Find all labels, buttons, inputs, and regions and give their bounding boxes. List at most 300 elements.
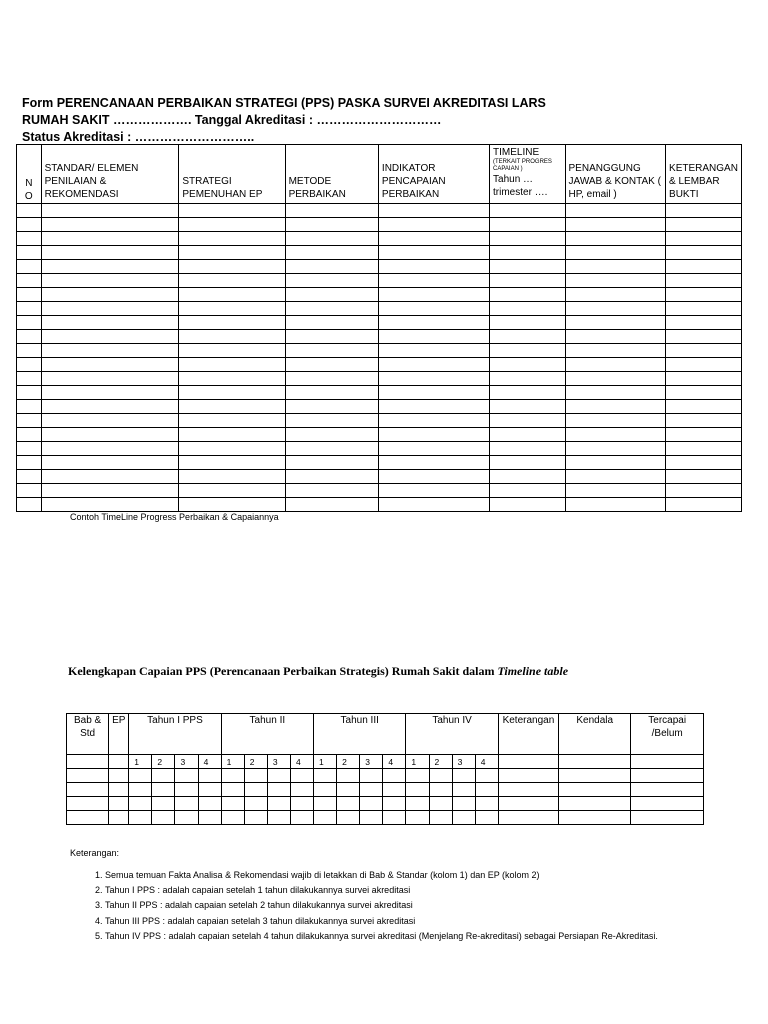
table-cell[interactable]: [429, 783, 452, 797]
table-cell[interactable]: [490, 288, 566, 302]
table-cell[interactable]: [565, 470, 666, 484]
table-cell[interactable]: [285, 288, 378, 302]
table-cell[interactable]: [565, 246, 666, 260]
table-cell[interactable]: [490, 218, 566, 232]
table-cell[interactable]: [452, 811, 475, 825]
table-cell[interactable]: [41, 246, 179, 260]
table-cell[interactable]: [41, 386, 179, 400]
col-tahun4-header: Tahun IV: [406, 714, 498, 755]
table-cell[interactable]: [666, 498, 742, 512]
table-cell[interactable]: [314, 811, 337, 825]
table-cell[interactable]: [221, 811, 244, 825]
quarter-label: 1: [314, 755, 337, 769]
table-cell[interactable]: [41, 316, 179, 330]
table-cell[interactable]: [666, 372, 742, 386]
table-cell[interactable]: [179, 288, 285, 302]
table-cell[interactable]: [285, 386, 378, 400]
table-row: [67, 783, 704, 797]
table-cell[interactable]: [290, 769, 313, 783]
table-cell[interactable]: [498, 769, 558, 783]
table-cell[interactable]: [490, 344, 566, 358]
table-cell[interactable]: [67, 769, 109, 783]
table-cell[interactable]: [666, 344, 742, 358]
table-cell[interactable]: [41, 358, 179, 372]
table-cell[interactable]: [179, 400, 285, 414]
quarter-label: 3: [175, 755, 198, 769]
table-cell[interactable]: [17, 246, 42, 260]
table-cell[interactable]: [406, 769, 429, 783]
table-cell[interactable]: [179, 204, 285, 218]
table-cell[interactable]: [152, 783, 175, 797]
table-cell[interactable]: [666, 274, 742, 288]
table-cell[interactable]: [179, 260, 285, 274]
table-cell[interactable]: [109, 783, 129, 797]
table-cell[interactable]: [244, 797, 267, 811]
table-cell[interactable]: [267, 797, 290, 811]
table-cell[interactable]: [285, 344, 378, 358]
table-cell[interactable]: [666, 288, 742, 302]
table-cell[interactable]: [41, 330, 179, 344]
table-cell[interactable]: [565, 372, 666, 386]
table-cell[interactable]: [285, 456, 378, 470]
table-cell[interactable]: [383, 797, 406, 811]
table-cell[interactable]: [267, 811, 290, 825]
table-row: [17, 246, 742, 260]
table-cell[interactable]: [152, 797, 175, 811]
table-cell[interactable]: [285, 372, 378, 386]
table-cell[interactable]: [565, 330, 666, 344]
table-cell[interactable]: [565, 274, 666, 288]
table-cell[interactable]: [17, 456, 42, 470]
table-cell[interactable]: [378, 232, 489, 246]
table-cell[interactable]: [490, 232, 566, 246]
table-cell[interactable]: [565, 288, 666, 302]
table-cell[interactable]: [565, 498, 666, 512]
col-metode-header: METODE PERBAIKAN: [285, 145, 378, 204]
table-cell[interactable]: [378, 246, 489, 260]
table-cell[interactable]: [129, 783, 152, 797]
table-cell[interactable]: [565, 484, 666, 498]
table-cell[interactable]: [666, 484, 742, 498]
table-cell[interactable]: [565, 260, 666, 274]
table-cell[interactable]: [285, 498, 378, 512]
table-cell[interactable]: [565, 344, 666, 358]
table-cell[interactable]: [565, 302, 666, 316]
table-cell[interactable]: [175, 797, 198, 811]
table-cell[interactable]: [129, 797, 152, 811]
table-cell[interactable]: [452, 797, 475, 811]
table-cell[interactable]: [378, 386, 489, 400]
table-row: [17, 470, 742, 484]
table-cell[interactable]: [406, 811, 429, 825]
quarter-label: 4: [475, 755, 498, 769]
table-cell[interactable]: [666, 246, 742, 260]
table-cell[interactable]: [565, 316, 666, 330]
table-cell[interactable]: [290, 811, 313, 825]
table-cell[interactable]: [17, 232, 42, 246]
table-cell[interactable]: [109, 797, 129, 811]
table-cell[interactable]: [666, 400, 742, 414]
notes-list: [70, 868, 658, 944]
table-cell[interactable]: [179, 358, 285, 372]
table-cell[interactable]: [490, 260, 566, 274]
timeline-caption: Contoh TimeLine Progress Perbaikan & Capaiannya: [70, 512, 279, 522]
table-cell[interactable]: [666, 330, 742, 344]
table-cell[interactable]: [285, 232, 378, 246]
table-cell[interactable]: [490, 330, 566, 344]
table-cell[interactable]: [285, 302, 378, 316]
table-row: [17, 330, 742, 344]
table-cell[interactable]: [383, 811, 406, 825]
table-cell[interactable]: [490, 204, 566, 218]
table-cell[interactable]: [285, 358, 378, 372]
table-cell[interactable]: [179, 218, 285, 232]
table-cell[interactable]: [17, 288, 42, 302]
table-cell[interactable]: [490, 302, 566, 316]
table-cell[interactable]: [285, 400, 378, 414]
table-cell[interactable]: [666, 358, 742, 372]
table-cell[interactable]: [17, 302, 42, 316]
table-cell: [109, 755, 129, 769]
table-cell[interactable]: [41, 232, 179, 246]
table-cell[interactable]: [285, 414, 378, 428]
table-row: [17, 386, 742, 400]
table-cell[interactable]: [152, 811, 175, 825]
table-cell[interactable]: [221, 797, 244, 811]
table-cell[interactable]: [179, 246, 285, 260]
table-cell[interactable]: [631, 783, 704, 797]
table-cell[interactable]: [378, 344, 489, 358]
table-row: [67, 769, 704, 783]
table-cell[interactable]: [314, 797, 337, 811]
table-cell[interactable]: [378, 484, 489, 498]
table-cell[interactable]: [17, 386, 42, 400]
table-cell[interactable]: [565, 386, 666, 400]
table-cell[interactable]: [41, 400, 179, 414]
table-cell[interactable]: [285, 260, 378, 274]
table-cell[interactable]: [17, 316, 42, 330]
table-cell[interactable]: [565, 428, 666, 442]
table-cell[interactable]: [244, 769, 267, 783]
table-cell[interactable]: [41, 218, 179, 232]
table-row: [17, 288, 742, 302]
table-cell[interactable]: [17, 372, 42, 386]
table-cell[interactable]: [179, 442, 285, 456]
table-cell[interactable]: [565, 204, 666, 218]
table-cell[interactable]: [406, 783, 429, 797]
table-cell[interactable]: [41, 470, 179, 484]
table-cell[interactable]: [406, 797, 429, 811]
table-cell[interactable]: [490, 246, 566, 260]
col-tercapai-header: Tercapai /Belum: [631, 714, 704, 755]
table-cell[interactable]: [285, 428, 378, 442]
table-cell[interactable]: [498, 797, 558, 811]
table-cell[interactable]: [179, 316, 285, 330]
table-cell[interactable]: [17, 358, 42, 372]
table-cell[interactable]: [378, 400, 489, 414]
table-cell[interactable]: [175, 811, 198, 825]
table-cell[interactable]: [285, 204, 378, 218]
table-cell[interactable]: [490, 316, 566, 330]
table-cell[interactable]: [17, 330, 42, 344]
note-item: 5. Tahun IV PPS : adalah capaian setelah 4 tahun dilakukannya survei akreditasi (Menjelang Re-akreditasi) sebagai Persiapan Re-Akreditasi.: [105, 929, 658, 944]
table-cell[interactable]: [41, 204, 179, 218]
table-cell[interactable]: [490, 470, 566, 484]
table-cell[interactable]: [179, 274, 285, 288]
table-cell[interactable]: [378, 260, 489, 274]
table-cell[interactable]: [490, 428, 566, 442]
col-penanggung-header: PENANGGUNG JAWAB & KONTAK ( HP, email ): [565, 145, 666, 204]
table-cell[interactable]: [378, 218, 489, 232]
table-cell[interactable]: [666, 442, 742, 456]
table-cell[interactable]: [666, 428, 742, 442]
table-cell[interactable]: [565, 232, 666, 246]
table-cell[interactable]: [67, 797, 109, 811]
table-cell[interactable]: [666, 218, 742, 232]
table-cell[interactable]: [17, 470, 42, 484]
table-cell[interactable]: [666, 414, 742, 428]
table-cell[interactable]: [198, 769, 221, 783]
table-cell[interactable]: [179, 232, 285, 246]
col-keterangan-header: KETERANGAN & LEMBAR BUKTI: [666, 145, 742, 204]
table-cell[interactable]: [179, 484, 285, 498]
table-cell[interactable]: [378, 456, 489, 470]
table-cell[interactable]: [452, 783, 475, 797]
table-cell[interactable]: [109, 811, 129, 825]
table-cell[interactable]: [666, 470, 742, 484]
table-cell[interactable]: [565, 456, 666, 470]
table-cell[interactable]: [41, 344, 179, 358]
table-cell[interactable]: [475, 797, 498, 811]
table-cell[interactable]: [360, 797, 383, 811]
table-cell[interactable]: [67, 783, 109, 797]
table-cell[interactable]: [490, 498, 566, 512]
table-cell[interactable]: [41, 274, 179, 288]
table-cell[interactable]: [490, 274, 566, 288]
table-cell[interactable]: [267, 769, 290, 783]
table-cell[interactable]: [490, 484, 566, 498]
table-row: [17, 442, 742, 456]
table-cell[interactable]: [383, 783, 406, 797]
table-cell[interactable]: [666, 316, 742, 330]
quarter-label: 3: [452, 755, 475, 769]
table-cell[interactable]: [179, 372, 285, 386]
table-cell[interactable]: [559, 783, 631, 797]
table-cell[interactable]: [631, 797, 704, 811]
table-cell[interactable]: [498, 811, 558, 825]
table-cell[interactable]: [498, 783, 558, 797]
table-cell[interactable]: [383, 769, 406, 783]
table-row: [67, 811, 704, 825]
table-cell[interactable]: [129, 811, 152, 825]
table-cell[interactable]: [559, 769, 631, 783]
col-timeline-header: TIMELINE (TERKAIT PROGRES CAPAIAN ) Tahun … trimester ….: [490, 145, 566, 204]
table-cell[interactable]: [221, 783, 244, 797]
table-row: [17, 400, 742, 414]
table-cell: [631, 755, 704, 769]
table-cell[interactable]: [337, 783, 360, 797]
table-cell[interactable]: [285, 246, 378, 260]
table-cell[interactable]: [378, 358, 489, 372]
table-cell[interactable]: [360, 783, 383, 797]
table-cell[interactable]: [41, 288, 179, 302]
table-cell[interactable]: [41, 414, 179, 428]
table-cell[interactable]: [378, 330, 489, 344]
table-cell[interactable]: [179, 498, 285, 512]
table-cell[interactable]: [666, 260, 742, 274]
table-cell[interactable]: [559, 811, 631, 825]
table-cell[interactable]: [378, 498, 489, 512]
table-cell[interactable]: [41, 372, 179, 386]
table-cell[interactable]: [17, 442, 42, 456]
table-cell[interactable]: [17, 414, 42, 428]
col-keterangan2-header: Keterangan: [498, 714, 558, 755]
table-cell[interactable]: [285, 316, 378, 330]
table-cell[interactable]: [337, 797, 360, 811]
table-cell[interactable]: [337, 811, 360, 825]
table-cell[interactable]: [179, 386, 285, 400]
table-cell[interactable]: [17, 204, 42, 218]
table-cell[interactable]: [290, 783, 313, 797]
table-cell[interactable]: [666, 386, 742, 400]
table-cell[interactable]: [360, 769, 383, 783]
table-cell[interactable]: [378, 288, 489, 302]
table-cell[interactable]: [179, 456, 285, 470]
table-cell[interactable]: [378, 470, 489, 484]
table-cell[interactable]: [17, 498, 42, 512]
table-cell[interactable]: [285, 484, 378, 498]
table-cell[interactable]: [244, 783, 267, 797]
table-cell[interactable]: [285, 330, 378, 344]
quarter-row: [67, 755, 704, 769]
table-cell[interactable]: [175, 769, 198, 783]
table-cell[interactable]: [290, 797, 313, 811]
table-cell[interactable]: [314, 783, 337, 797]
table-cell[interactable]: [490, 400, 566, 414]
table-cell[interactable]: [267, 783, 290, 797]
table-cell[interactable]: [179, 470, 285, 484]
table-cell[interactable]: [41, 302, 179, 316]
table-cell: [498, 755, 558, 769]
table-cell[interactable]: [17, 428, 42, 442]
table-cell[interactable]: [41, 498, 179, 512]
table-cell[interactable]: [490, 414, 566, 428]
table-cell[interactable]: [285, 470, 378, 484]
table-cell[interactable]: [360, 811, 383, 825]
table-cell[interactable]: [41, 442, 179, 456]
table-cell[interactable]: [198, 811, 221, 825]
table-cell[interactable]: [17, 344, 42, 358]
table-cell[interactable]: [179, 428, 285, 442]
table-row: [17, 484, 742, 498]
table-cell[interactable]: [378, 204, 489, 218]
table-cell[interactable]: [378, 316, 489, 330]
table-cell[interactable]: [429, 797, 452, 811]
table-cell[interactable]: [666, 204, 742, 218]
table-cell[interactable]: [475, 811, 498, 825]
table-cell[interactable]: [41, 260, 179, 274]
table-cell[interactable]: [17, 260, 42, 274]
table-cell[interactable]: [285, 442, 378, 456]
col-strategi-header: STRATEGI PEMENUHAN EP: [179, 145, 285, 204]
col-indikator-header: INDIKATOR PENCAPAIAN PERBAIKAN: [378, 145, 489, 204]
note-item: 4. Tahun III PPS : adalah capaian setelah 3 tahun dilakukannya survei akreditasi: [105, 914, 658, 929]
table-cell[interactable]: [666, 302, 742, 316]
table-cell[interactable]: [565, 442, 666, 456]
table-cell[interactable]: [17, 484, 42, 498]
table-cell[interactable]: [565, 218, 666, 232]
table-row: [17, 456, 742, 470]
table-cell[interactable]: [565, 358, 666, 372]
table-row: [17, 428, 742, 442]
table-cell[interactable]: [179, 330, 285, 344]
table-cell[interactable]: [337, 769, 360, 783]
table-cell[interactable]: [179, 414, 285, 428]
table-cell[interactable]: [490, 372, 566, 386]
table-cell[interactable]: [41, 484, 179, 498]
table-cell[interactable]: [559, 797, 631, 811]
table-cell[interactable]: [17, 274, 42, 288]
table-cell[interactable]: [475, 783, 498, 797]
table-cell[interactable]: [490, 456, 566, 470]
table-cell[interactable]: [429, 769, 452, 783]
table-cell[interactable]: [285, 218, 378, 232]
table-cell[interactable]: [129, 769, 152, 783]
table-cell[interactable]: [429, 811, 452, 825]
table-cell[interactable]: [17, 400, 42, 414]
table-cell[interactable]: [631, 811, 704, 825]
table-cell[interactable]: [285, 274, 378, 288]
table-cell[interactable]: [490, 358, 566, 372]
table-cell[interactable]: [175, 783, 198, 797]
table-cell[interactable]: [244, 811, 267, 825]
table-cell[interactable]: [378, 428, 489, 442]
table-cell[interactable]: [152, 769, 175, 783]
table-cell[interactable]: [378, 372, 489, 386]
table-cell[interactable]: [198, 783, 221, 797]
table-row: [17, 274, 742, 288]
table-cell[interactable]: [378, 414, 489, 428]
table-cell[interactable]: [67, 811, 109, 825]
table-cell[interactable]: [490, 442, 566, 456]
col-bab-header: Bab & Std: [67, 714, 109, 755]
quarter-label: 3: [360, 755, 383, 769]
quarter-label: 2: [244, 755, 267, 769]
table-row: [17, 372, 742, 386]
table-cell[interactable]: [221, 769, 244, 783]
table-cell[interactable]: [565, 400, 666, 414]
table-cell[interactable]: [41, 428, 179, 442]
table-cell[interactable]: [631, 769, 704, 783]
table-cell[interactable]: [565, 414, 666, 428]
table-cell[interactable]: [314, 769, 337, 783]
table-cell[interactable]: [109, 769, 129, 783]
table-cell[interactable]: [378, 302, 489, 316]
table-cell[interactable]: [179, 302, 285, 316]
table-cell[interactable]: [666, 232, 742, 246]
table-cell[interactable]: [378, 274, 489, 288]
table-cell[interactable]: [490, 386, 566, 400]
col-standar-header: STANDAR/ ELEMEN PENILAIAN & REKOMENDASI: [41, 145, 179, 204]
table-cell[interactable]: [179, 344, 285, 358]
table-cell[interactable]: [475, 769, 498, 783]
table-cell[interactable]: [17, 218, 42, 232]
table-cell[interactable]: [452, 769, 475, 783]
table-cell[interactable]: [198, 797, 221, 811]
table-cell[interactable]: [378, 442, 489, 456]
table-cell[interactable]: [41, 456, 179, 470]
table-cell[interactable]: [666, 456, 742, 470]
